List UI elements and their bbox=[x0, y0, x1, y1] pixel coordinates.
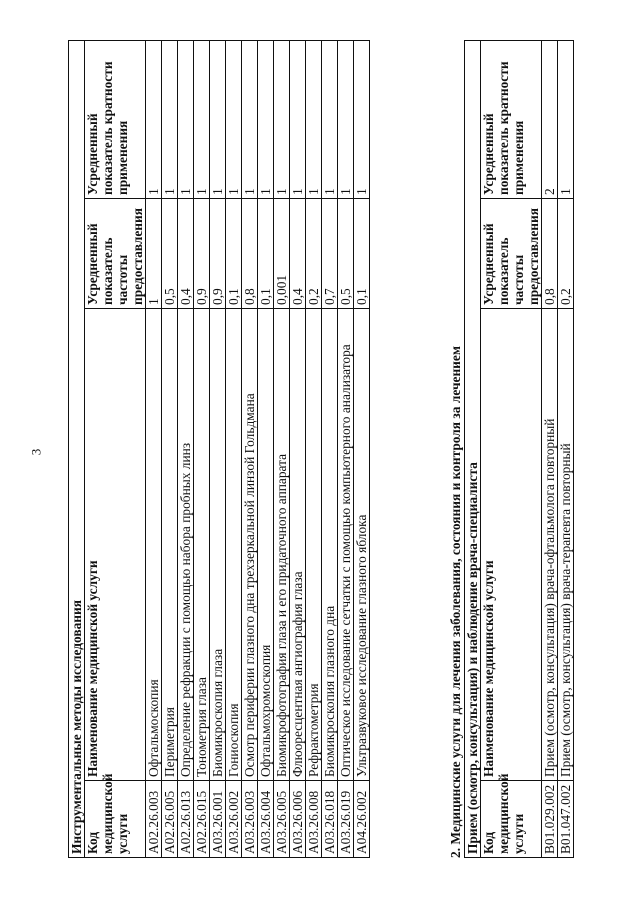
multiplicity-value: 1 bbox=[162, 41, 178, 199]
frequency-value: 0,2 bbox=[306, 199, 322, 309]
header-code: Код медицинской услуги bbox=[481, 781, 542, 858]
service-code: A03.26.005 bbox=[274, 781, 290, 858]
multiplicity-value: 1 bbox=[290, 41, 306, 199]
frequency-value: 0,9 bbox=[194, 199, 210, 309]
frequency-value: 0,1 bbox=[258, 199, 274, 309]
service-code: A03.26.019 bbox=[338, 781, 354, 858]
table-body bbox=[146, 41, 370, 858]
service-name: Биомикрофотография глаза и его придаточного аппарата bbox=[274, 309, 290, 781]
header-name: Наименование медицинской услуги bbox=[481, 309, 542, 781]
instrumental-methods-table bbox=[68, 40, 370, 858]
table-row bbox=[338, 41, 354, 858]
multiplicity-value: 2 bbox=[542, 41, 558, 199]
frequency-value: 1 bbox=[146, 199, 162, 309]
multiplicity-value: 1 bbox=[322, 41, 338, 199]
service-name: Ультразвуковое исследование глазного яблока bbox=[354, 309, 370, 781]
service-name: Флюоресцентная ангиография глаза bbox=[290, 309, 306, 781]
frequency-value: 0,4 bbox=[290, 199, 306, 309]
table-row bbox=[354, 41, 370, 858]
service-name: Тонометрия глаза bbox=[194, 309, 210, 781]
service-code: A04.26.002 bbox=[354, 781, 370, 858]
service-code: A02.26.015 bbox=[194, 781, 210, 858]
frequency-value: 0,2 bbox=[558, 199, 574, 309]
service-name: Периметрия bbox=[162, 309, 178, 781]
service-name: Рефрактометрия bbox=[306, 309, 322, 781]
multiplicity-value: 1 bbox=[210, 41, 226, 199]
frequency-value: 0,9 bbox=[210, 199, 226, 309]
medical-services-block bbox=[448, 40, 574, 858]
frequency-value: 0,7 bbox=[322, 199, 338, 309]
multiplicity-value: 1 bbox=[226, 41, 242, 199]
multiplicity-value: 1 bbox=[306, 41, 322, 199]
table-row bbox=[162, 41, 178, 858]
table-body bbox=[542, 41, 574, 858]
header-multiplicity: Усредненный показатель кратности применения bbox=[481, 41, 542, 199]
table-row bbox=[290, 41, 306, 858]
multiplicity-value: 1 bbox=[146, 41, 162, 199]
header-code: Код медицинской услуги bbox=[85, 781, 146, 858]
multiplicity-value: 1 bbox=[194, 41, 210, 199]
service-code: B01.047.002 bbox=[558, 781, 574, 858]
multiplicity-value: 1 bbox=[274, 41, 290, 199]
multiplicity-value: 1 bbox=[242, 41, 258, 199]
service-name: Биомикроскопия глаза bbox=[210, 309, 226, 781]
service-name: Гониоскопия bbox=[226, 309, 242, 781]
frequency-value: 0,5 bbox=[338, 199, 354, 309]
service-code: A03.26.008 bbox=[306, 781, 322, 858]
service-code: A02.26.003 bbox=[146, 781, 162, 858]
frequency-value: 0,4 bbox=[178, 199, 194, 309]
service-name: Офтальмоскопия bbox=[146, 309, 162, 781]
header-frequency: Усредненный показатель частоты предоставления bbox=[481, 199, 542, 309]
service-name: Определение рефракции с помощью набора пробных линз bbox=[178, 309, 194, 781]
section-title: Инструментальные методы исследования bbox=[69, 41, 85, 858]
service-code: A03.26.004 bbox=[258, 781, 274, 858]
frequency-value: 0,001 bbox=[274, 199, 290, 309]
table-row bbox=[558, 41, 574, 858]
table-row bbox=[542, 41, 558, 858]
multiplicity-value: 1 bbox=[338, 41, 354, 199]
table-row bbox=[322, 41, 338, 858]
service-code: A02.26.005 bbox=[162, 781, 178, 858]
subsection-title: Прием (осмотр, консультация) и наблюдение врача-специалиста bbox=[465, 41, 481, 858]
header-name: Наименование медицинской услуги bbox=[85, 309, 146, 781]
service-name: Осмотр периферии глазного дна трехзеркальной линзой Гольдмана bbox=[242, 309, 258, 781]
consultation-table bbox=[464, 40, 574, 858]
page-number: 3 bbox=[28, 448, 44, 456]
multiplicity-value: 1 bbox=[178, 41, 194, 199]
table-row bbox=[146, 41, 162, 858]
table-row bbox=[258, 41, 274, 858]
table-row bbox=[210, 41, 226, 858]
frequency-value: 0,8 bbox=[242, 199, 258, 309]
table-row bbox=[226, 41, 242, 858]
table-row bbox=[274, 41, 290, 858]
service-code: A02.26.013 bbox=[178, 781, 194, 858]
section-heading: 2. Медицинские услуги для лечения заболевания, состояния и контроля за лечением bbox=[448, 346, 463, 858]
table-row bbox=[306, 41, 322, 858]
service-code: A03.26.018 bbox=[322, 781, 338, 858]
service-code: A03.26.006 bbox=[290, 781, 306, 858]
multiplicity-value: 1 bbox=[258, 41, 274, 199]
table-row bbox=[178, 41, 194, 858]
service-name: Прием (осмотр, консультация) врача-офтальмолога повторный bbox=[542, 309, 558, 781]
header-frequency: Усредненный показатель частоты предоставления bbox=[85, 199, 146, 309]
table-row bbox=[242, 41, 258, 858]
frequency-value: 0,8 bbox=[542, 199, 558, 309]
service-code: B01.029.002 bbox=[542, 781, 558, 858]
header-multiplicity: Усредненный показатель кратности применения bbox=[85, 41, 146, 199]
multiplicity-value: 1 bbox=[354, 41, 370, 199]
frequency-value: 0,1 bbox=[354, 199, 370, 309]
instrumental-methods-block bbox=[68, 40, 370, 858]
multiplicity-value: 1 bbox=[558, 41, 574, 199]
service-name: Биомикроскопия глазного дна bbox=[322, 309, 338, 781]
frequency-value: 0,5 bbox=[162, 199, 178, 309]
service-name: Прием (осмотр, консультация) врача-терапевта повторный bbox=[558, 309, 574, 781]
service-code: A03.26.001 bbox=[210, 781, 226, 858]
service-code: A03.26.003 bbox=[242, 781, 258, 858]
frequency-value: 0,1 bbox=[226, 199, 242, 309]
service-name: Оптическое исследование сетчатки с помощью компьютерного анализатора bbox=[338, 309, 354, 781]
service-name: Офтальмохромоскопия bbox=[258, 309, 274, 781]
service-code: A03.26.002 bbox=[226, 781, 242, 858]
table-row bbox=[194, 41, 210, 858]
